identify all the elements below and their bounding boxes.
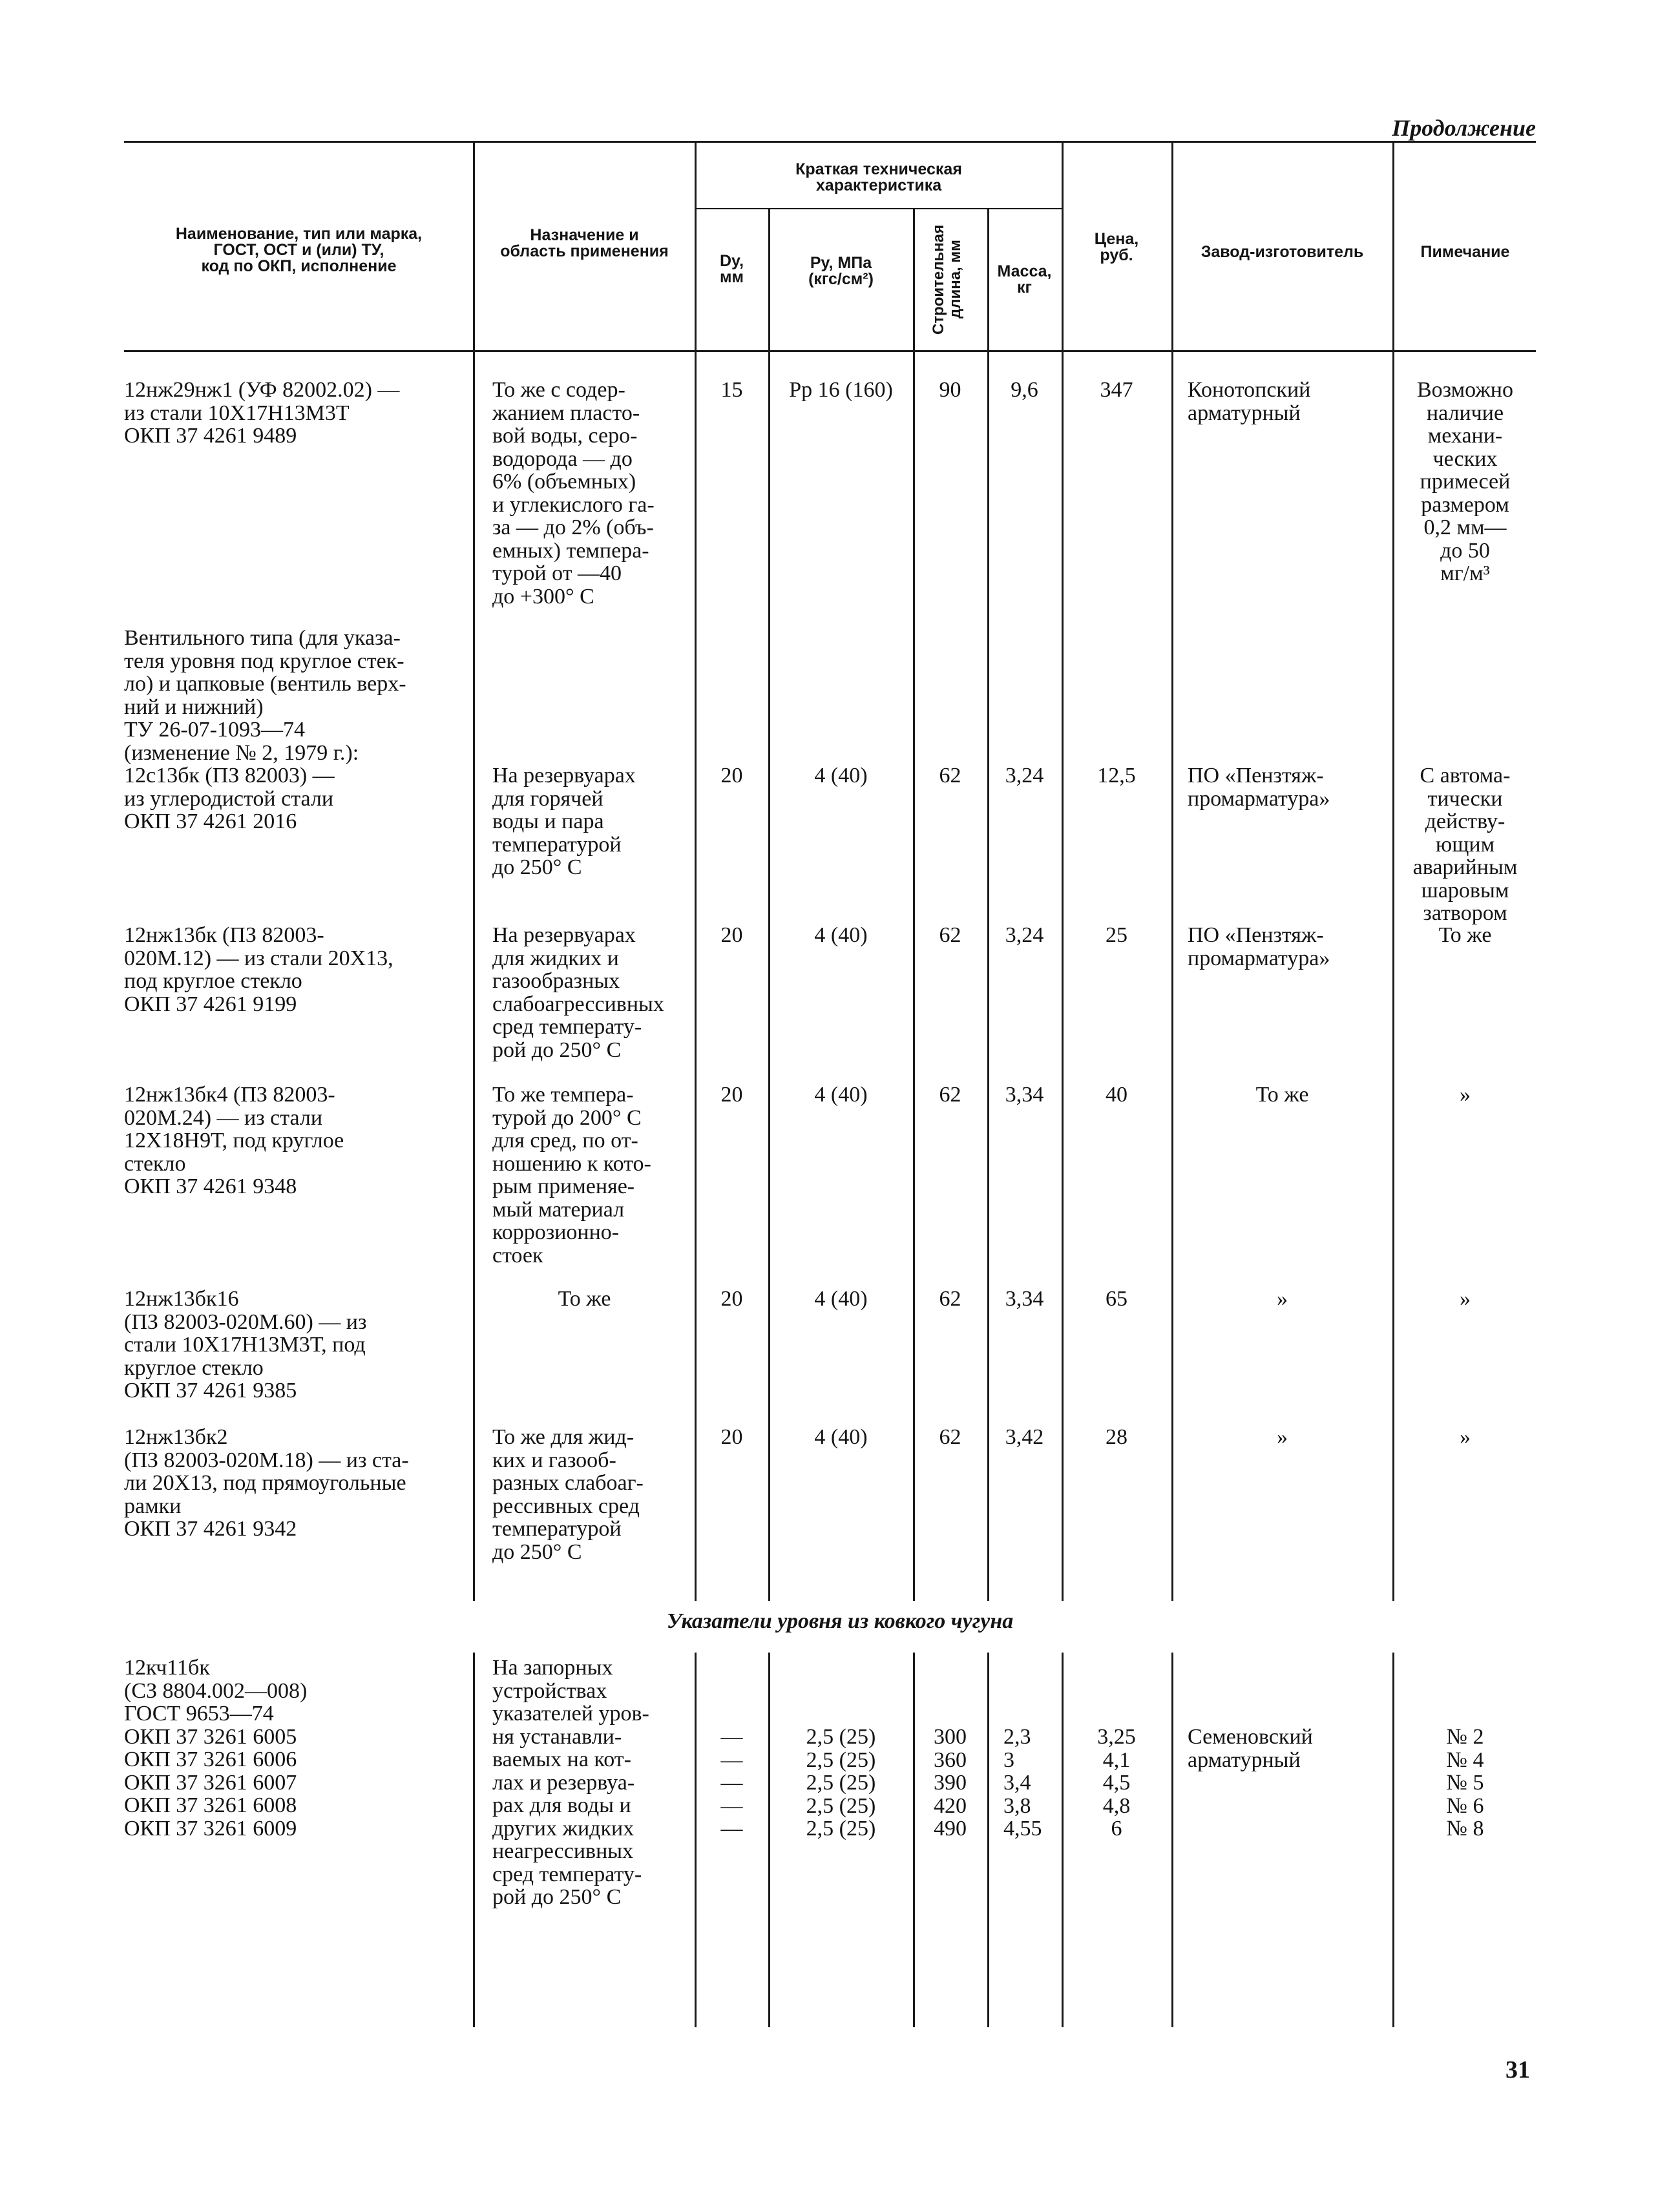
row5-manufacturer: » (1277, 1287, 1288, 1311)
row6-name: 12нж13бк2 (ПЗ 82003-020М.18) — из ста- ли 20Х13, под прямоугольные рамки ОКП 37 4261 9342 (124, 1425, 409, 1541)
row2-price: 12,5 (1097, 764, 1136, 788)
header-length: Строительная длина, мм (930, 224, 964, 335)
col-divider-7 (1171, 141, 1173, 1601)
row6-manufacturer: » (1277, 1425, 1288, 1449)
page-number: 31 (1505, 2056, 1530, 2083)
row6-py: 4 (40) (814, 1425, 868, 1449)
row2-purpose: На резервуарах для горячей воды и пара температурой до 250° С (492, 764, 636, 879)
row6-price: 28 (1106, 1425, 1127, 1449)
row2-py: 4 (40) (814, 764, 868, 788)
col-divider-3b (768, 1653, 770, 2027)
row4-length: 62 (939, 1083, 961, 1107)
row6-length: 62 (939, 1425, 961, 1449)
col-divider-2 (695, 141, 697, 1601)
row6-dy: 20 (720, 1425, 743, 1449)
row5-length: 62 (939, 1287, 961, 1311)
header-name: Наименование, тип или марка, ГОСТ, ОСТ и (или) ТУ, код по ОКП, исполнение (175, 225, 423, 275)
row5-mass: 3,34 (1005, 1287, 1044, 1311)
col-divider-5b (987, 1653, 989, 2027)
row3-dy: 20 (720, 923, 743, 947)
row4-mass: 3,34 (1005, 1083, 1044, 1107)
row3-name: 12нж13бк (ПЗ 82003- 020М.12) — из стали 20Х13, под круглое стекло ОКП 37 4261 9199 (124, 923, 393, 1016)
col-divider-8b (1392, 1653, 1394, 2027)
row4-manufacturer: То же (1255, 1083, 1309, 1107)
row1-dy: 15 (720, 378, 743, 402)
header-brief-tech: Краткая техническая характеристика (795, 160, 962, 194)
row4-purpose: То же темпера- турой до 200° С для сред, по от- ношению к кото- рым применяе- мый материал коррозионно- стоек (492, 1083, 651, 1268)
col-divider-4 (913, 208, 915, 1601)
malleable-length: 300 360 390 420 490 (934, 1725, 967, 1841)
col-divider-6 (1062, 141, 1064, 1601)
row5-purpose: То же (558, 1287, 611, 1311)
malleable-manufacturer: Семеновский арматурный (1188, 1725, 1313, 1772)
malleable-py: 2,5 (25) 2,5 (25) 2,5 (25) 2,5 (25) 2,5 (25) (806, 1725, 876, 1841)
row1-length: 90 (939, 378, 961, 402)
header-dy: Dу, мм (719, 252, 744, 286)
col-divider-1b (473, 1653, 475, 2027)
row4-name: 12нж13бк4 (ПЗ 82003- 020М.24) — из стали 12Х18Н9Т, под круглое стекло ОКП 37 4261 9348 (124, 1083, 344, 1198)
row3-mass: 3,24 (1005, 923, 1044, 947)
malleable-dy: — — — — — (720, 1725, 743, 1841)
row4-py: 4 (40) (814, 1083, 868, 1107)
row3-price: 25 (1106, 923, 1127, 947)
row2-length: 62 (939, 764, 961, 788)
tech-group-rule (695, 208, 1062, 209)
row6-note: » (1460, 1425, 1471, 1449)
col-divider-3 (768, 208, 770, 1601)
row2-mass: 3,24 (1005, 764, 1044, 788)
header-manufacturer: Завод-изготовитель (1201, 243, 1364, 261)
header-py: Pу, МПа (кгс/см²) (808, 254, 874, 288)
row5-note: » (1460, 1287, 1471, 1311)
row3-purpose: На резервуарах для жидких и газообразных слабоагрессивных сред температу- рой до 250° С (492, 923, 664, 1062)
row3-length: 62 (939, 923, 961, 947)
row1-note: Возможно наличие механи- ческих примесей размером 0,2 мм— до 50 мг/м³ (1417, 378, 1513, 585)
row4-dy: 20 (720, 1083, 743, 1107)
row1-purpose: То же с содер- жанием пласто- вой воды, серо- водорода — до 6% (объемных) и углекислого га- за — до 2% (объ- емных) темпера- турой от —40 до +300° С (492, 378, 655, 609)
row5-dy: 20 (720, 1287, 743, 1311)
row1-name: 12нж29нж1 (УФ 82002.02) — из стали 10Х17Н13М3Т ОКП 37 4261 9489 (124, 378, 400, 448)
row5-price: 65 (1106, 1287, 1127, 1311)
row3-note: То же (1438, 923, 1492, 947)
row3-py: 4 (40) (814, 923, 868, 947)
row5-name: 12нж13бк16 (ПЗ 82003-020М.60) — из стали 10Х17Н13М3Т, под круглое стекло ОКП 37 4261 9385 (124, 1287, 367, 1403)
row2-dy: 20 (720, 764, 743, 788)
malleable-name: 12кч11бк (СЗ 8804.002—008) ГОСТ 9653—74 ОКП 37 3261 6005 ОКП 37 3261 6006 ОКП 37 3261 6007 ОКП 37 3261 6008 ОКП 37 3261 6009 (124, 1656, 308, 1841)
continuation-label: Продолжение (1392, 115, 1536, 141)
table-top-rule (124, 141, 1536, 143)
col-divider-8 (1392, 141, 1394, 1601)
row1-mass: 9,6 (1011, 378, 1038, 402)
col-divider-4b (913, 1653, 915, 2027)
row1-manufacturer: Конотопский арматурный (1188, 378, 1311, 425)
malleable-note: № 2 № 4 № 5 № 6 № 8 (1446, 1725, 1484, 1841)
col-divider-7b (1171, 1653, 1173, 2027)
col-divider-5 (987, 208, 989, 1601)
malleable-price: 3,25 4,1 4,5 4,8 6 (1097, 1725, 1136, 1841)
header-price: Цена, руб. (1094, 230, 1139, 264)
header-purpose: Назначение и область применения (500, 226, 669, 260)
row3-manufacturer: ПО «Пензтяж- промарматура» (1188, 923, 1330, 970)
header-note: Пимечание (1420, 243, 1510, 261)
row2-note: С автома- тически действу- ющим аварийным шаровым затвором (1412, 764, 1518, 925)
header-mass: Масса, кг (997, 262, 1052, 297)
malleable-purpose: На запорных устройствах указателей уров- ня устанавли- ваемых на кот- лах и резервуа- рах для воды и других жидких неагрессивных сред температу- рой до 250° С (492, 1656, 649, 1909)
col-divider-1 (473, 141, 475, 1601)
section-title: Указатели уровня из ковкого чугуна (666, 1609, 1014, 1633)
row6-mass: 3,42 (1005, 1425, 1044, 1449)
row2-name: 12с13бк (ПЗ 82003) — из углеродистой стали ОКП 37 4261 2016 (124, 764, 335, 833)
row4-price: 40 (1106, 1083, 1127, 1107)
header-bottom-rule (124, 350, 1536, 352)
row1-price: 347 (1100, 378, 1133, 402)
row1-py: Pр 16 (160) (789, 378, 893, 402)
row6-purpose: То же для жид- ких и газооб- разных слабоаг- рессивных сред температурой до 250° С (492, 1425, 644, 1564)
malleable-mass: 2,3 3 3,4 3,8 4,55 (1003, 1725, 1042, 1841)
row2-manufacturer: ПО «Пензтяж- промарматура» (1188, 764, 1330, 811)
col-divider-2b (695, 1653, 697, 2027)
row5-py: 4 (40) (814, 1287, 868, 1311)
ventil-intro: Вентильного типа (для указа- теля уровня под круглое стек- ло) и цапковые (вентиль верх- ний и нижний) ТУ 26-07-1093—74 (изменение № 2, 1979 г.): (124, 626, 406, 765)
row4-note: » (1460, 1083, 1471, 1107)
col-divider-6b (1062, 1653, 1064, 2027)
